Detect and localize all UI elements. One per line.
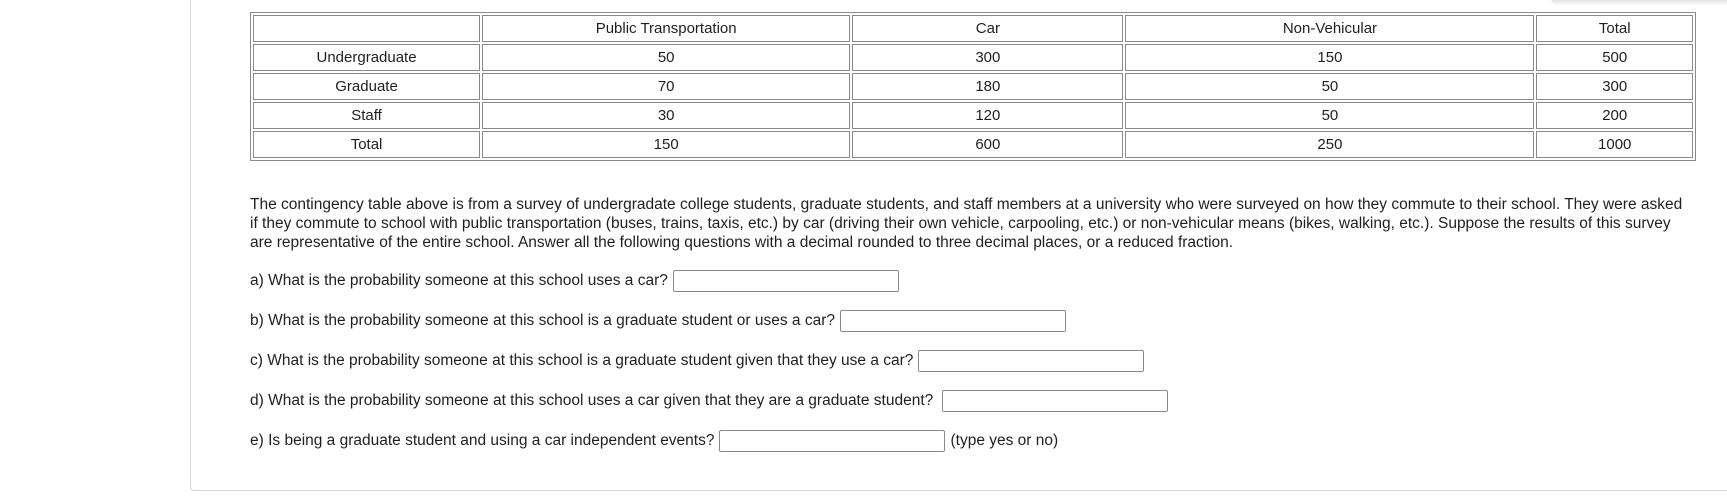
question-a (250, 261, 1700, 301)
table-header-cell: Car (852, 15, 1123, 42)
table-cell: 250 (1125, 131, 1534, 158)
question-content (250, 12, 1700, 461)
table-row (253, 73, 1693, 100)
table-row (253, 102, 1693, 129)
answer-b-input[interactable] (840, 310, 1066, 332)
table-header-cell: Public Transportation (482, 15, 850, 42)
question-d-text: d) What is the probability someone at this school uses a car given that they are a graduate student? (250, 392, 934, 409)
problem-description: The contingency table above is from a survey of undergradate college students, graduate students, and staff members at a university who were surveyed on how they commute to their school. They were asked if they commute to school with public transportation (buses, trains, taxis, etc.) by car (driving their own vehicle, carpooling, etc.) or non-vehicular means (bikes, walking, etc.). Suppose the results of this survey are representative of the entire school. Answer all the following questions with a decimal rounded to three decimal places, or a reduced fraction. (250, 196, 1683, 251)
question-e (250, 421, 1700, 461)
table-row-label: Staff (253, 102, 480, 129)
table-cell: 70 (482, 73, 850, 100)
table-cell: 50 (482, 44, 850, 71)
table-header-row (253, 15, 1693, 42)
question-d (250, 381, 1700, 421)
table-row-label: Total (253, 131, 480, 158)
table-row (253, 131, 1693, 158)
contingency-table (250, 12, 1696, 161)
table-cell: 150 (482, 131, 850, 158)
table-cell: 500 (1536, 44, 1693, 71)
table-header-cell: Non-Vehicular (1125, 15, 1534, 42)
answer-c-input[interactable] (918, 350, 1144, 372)
table-cell: 600 (852, 131, 1123, 158)
table-cell: 30 (482, 102, 850, 129)
question-a-text: a) What is the probability someone at this school uses a car? (250, 272, 668, 289)
answer-d-input[interactable] (942, 390, 1168, 412)
table-cell: 50 (1125, 102, 1534, 129)
question-e-text: e) Is being a graduate student and using a car independent events? (250, 432, 715, 449)
answer-a-input[interactable] (673, 270, 899, 292)
table-cell: 150 (1125, 44, 1534, 71)
table-cell: 120 (852, 102, 1123, 129)
question-b (250, 301, 1700, 341)
question-b-text: b) What is the probability someone at this school is a graduate student or uses a car? (250, 312, 836, 329)
question-c (250, 341, 1700, 381)
table-row-label: Undergraduate (253, 44, 480, 71)
table-header-cell (253, 15, 480, 42)
question-c-text: c) What is the probability someone at this school is a graduate student given that they use a car? (250, 352, 914, 369)
table-header-cell: Total (1536, 15, 1693, 42)
table-cell: 180 (852, 73, 1123, 100)
corner-shadow (1551, 0, 1727, 6)
table-row-label: Graduate (253, 73, 480, 100)
table-cell: 200 (1536, 102, 1693, 129)
table-cell: 300 (852, 44, 1123, 71)
table-row (253, 44, 1693, 71)
table-cell: 1000 (1536, 131, 1693, 158)
table-cell: 50 (1125, 73, 1534, 100)
question-e-hint: (type yes or no) (950, 432, 1059, 449)
table-cell: 300 (1536, 73, 1693, 100)
answer-e-input[interactable] (719, 430, 945, 452)
